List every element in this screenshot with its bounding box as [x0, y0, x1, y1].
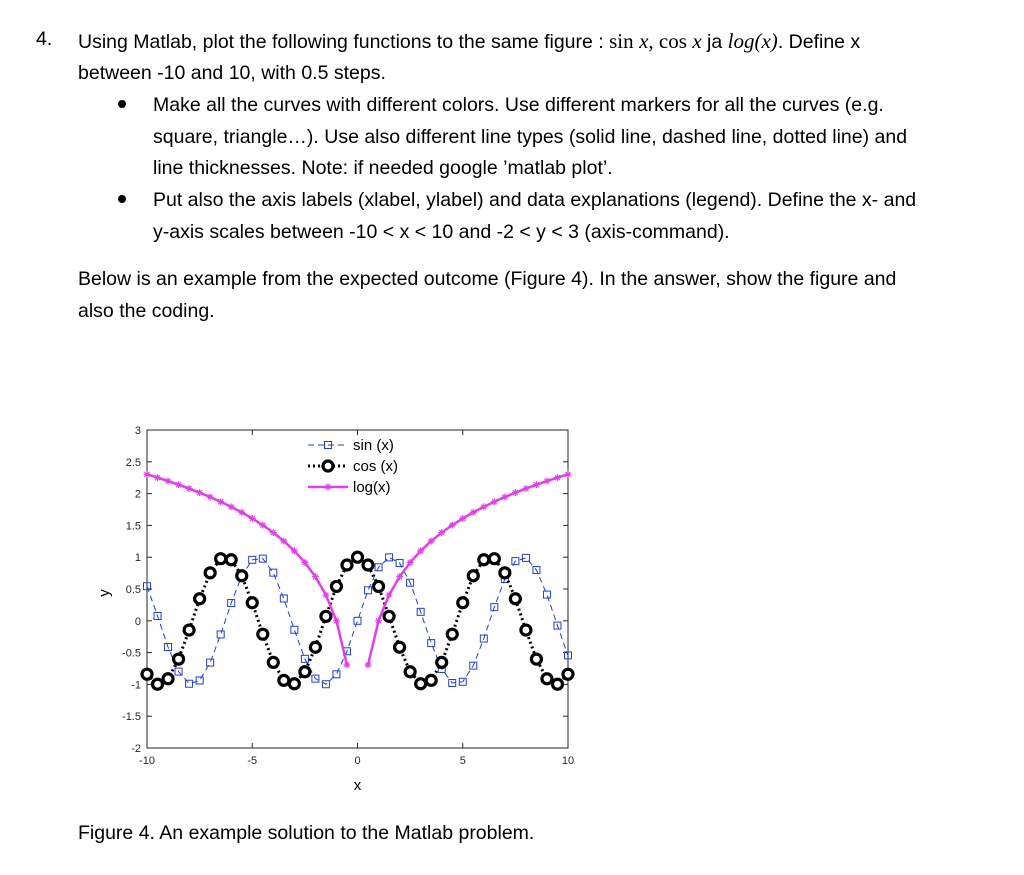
- log-marker: [333, 617, 340, 624]
- question-line1-end: . Define x: [777, 31, 861, 53]
- figure-caption: Figure 4. An example solution to the Matlab problem.: [78, 822, 535, 844]
- y-tick-label: 2.5: [125, 456, 141, 469]
- sin-marker: [217, 631, 224, 638]
- log-marker: [343, 661, 350, 668]
- bullet-1-line-3: line thicknesses. Note: if needed google ’matlab plot’.: [153, 157, 613, 179]
- sin-marker: [291, 626, 298, 633]
- axis-ticks: [122, 425, 574, 767]
- cos-marker: [521, 625, 531, 635]
- bullet-1-line-2: square, triangle…). Use also different line types (solid line, dashed line, dotted line) and: [153, 126, 908, 148]
- sin-marker: [365, 587, 372, 594]
- question-line-1: [78, 28, 860, 55]
- y-tick-label: -0.5: [122, 647, 141, 660]
- cos-marker: [416, 679, 426, 689]
- log-marker: [501, 494, 508, 501]
- cos-marker: [321, 611, 331, 621]
- cos-marker: [500, 568, 510, 578]
- cos-marker: [342, 560, 352, 570]
- x-tick-label: 10: [561, 755, 575, 767]
- y-tick-label: 2: [134, 488, 141, 501]
- legend-label-log: log(x): [353, 479, 391, 496]
- bullet-2-line-2: y-axis scales between -10 < x < 10 and -2 < y < 3 (axis-command).: [153, 221, 730, 243]
- cos-marker: [226, 555, 236, 565]
- y-tick-label: -1: [131, 679, 141, 692]
- cos-marker: [237, 571, 247, 581]
- cos-marker: [458, 598, 468, 608]
- cos-marker: [195, 594, 205, 604]
- sin-marker: [522, 554, 529, 561]
- legend-label-sin: sin (x): [353, 437, 394, 454]
- sin-marker: [428, 640, 435, 647]
- y-tick-label: 0.5: [125, 584, 141, 596]
- cos-marker: [323, 461, 333, 471]
- cos-marker: [531, 654, 541, 664]
- function-sin: sin: [609, 29, 634, 53]
- y-tick-label: -1.5: [122, 711, 141, 724]
- function-sin-var: x: [639, 29, 649, 53]
- log-marker: [144, 471, 151, 478]
- plot-area: [147, 430, 568, 748]
- y-tick-label: 1: [134, 552, 141, 565]
- y-axis-label: y: [96, 589, 113, 597]
- cos-marker: [310, 642, 320, 652]
- log-marker: [325, 484, 332, 491]
- cos-marker: [353, 552, 363, 562]
- y-tick-label: 0: [134, 615, 141, 628]
- cos-marker: [552, 679, 562, 689]
- log-marker: [512, 489, 519, 496]
- cos-marker: [405, 667, 415, 677]
- log-marker: [375, 617, 382, 624]
- cos-marker: [205, 568, 215, 578]
- log-marker: [565, 471, 572, 478]
- cos-marker: [142, 669, 152, 679]
- cos-marker: [268, 657, 278, 667]
- log-marker: [522, 485, 529, 492]
- comma: ,: [648, 29, 659, 53]
- cos-marker: [437, 657, 447, 667]
- cos-marker: [563, 669, 573, 679]
- cos-marker: [174, 654, 184, 664]
- y-tick-label: -2: [131, 743, 141, 755]
- log-marker: [154, 474, 161, 481]
- legend: [308, 437, 398, 496]
- log-marker: [165, 478, 172, 485]
- below-text-line-2: also the coding.: [78, 300, 215, 322]
- cos-marker: [258, 629, 268, 639]
- cos-marker: [395, 642, 405, 652]
- cos-marker: [163, 674, 173, 684]
- bullet-2-line-1: Put also the axis labels (xlabel, ylabel) and data explanations (legend). Define the x- and: [153, 189, 917, 211]
- cos-marker: [479, 555, 489, 565]
- below-text-line-1: Below is an example from the expected outcome (Figure 4). In the answer, show the figure and: [78, 268, 897, 290]
- log-marker: [175, 481, 182, 488]
- sin-marker: [207, 659, 214, 666]
- cos-marker: [489, 554, 499, 564]
- function-log: log(x): [727, 29, 778, 53]
- y-tick-label: 1.5: [125, 520, 141, 533]
- cos-marker: [289, 679, 299, 689]
- log-line: [368, 474, 568, 665]
- sin-marker: [543, 591, 550, 598]
- sin-marker: [354, 617, 361, 624]
- cos-marker: [384, 611, 394, 621]
- cos-marker: [247, 598, 257, 608]
- question-intro: Using Matlab, plot the following functions to the same figure :: [78, 31, 610, 53]
- log-marker: [196, 489, 203, 496]
- x-tick-label: 5: [459, 755, 466, 767]
- legend-label-cos: cos (x): [353, 458, 398, 475]
- log-marker: [533, 481, 540, 488]
- bullet-1-line-1: Make all the curves with different colors. Use different markers for all the curves (e.g.: [153, 94, 884, 116]
- figure-4-chart: [90, 405, 600, 800]
- cos-marker: [300, 667, 310, 677]
- cos-marker: [216, 554, 226, 564]
- x-axis-label: x: [353, 777, 362, 794]
- y-tick-label: 3: [134, 425, 141, 437]
- question-line-2: between -10 and 10, with 0.5 steps.: [78, 62, 386, 84]
- cos-marker: [153, 679, 163, 689]
- cos-marker: [447, 629, 457, 639]
- series-layer: [142, 471, 573, 689]
- conjunction-ja: ja: [701, 31, 728, 53]
- cos-marker: [542, 674, 552, 684]
- cos-marker: [363, 560, 373, 570]
- log-marker: [554, 474, 561, 481]
- bullet-2-dot: [118, 195, 126, 203]
- cos-marker: [426, 675, 436, 685]
- question-number: 4.: [36, 28, 53, 50]
- x-tick-label: -5: [247, 755, 258, 767]
- sin-marker: [280, 595, 287, 602]
- x-tick-label: -10: [139, 755, 155, 767]
- cos-marker: [184, 625, 194, 635]
- function-cos: cos: [658, 29, 687, 53]
- cos-marker: [374, 581, 384, 591]
- x-tick-label: 0: [354, 755, 361, 767]
- log-marker: [207, 494, 214, 501]
- function-cos-var: x: [692, 29, 702, 53]
- cos-marker: [510, 594, 520, 604]
- cos-marker: [279, 675, 289, 685]
- log-marker: [186, 485, 193, 492]
- log-line: [147, 474, 347, 665]
- sin-marker: [196, 677, 203, 684]
- log-marker: [365, 661, 372, 668]
- bullet-1-dot: [118, 100, 126, 108]
- cos-marker: [331, 581, 341, 591]
- log-marker: [543, 478, 550, 485]
- cos-marker: [468, 571, 478, 581]
